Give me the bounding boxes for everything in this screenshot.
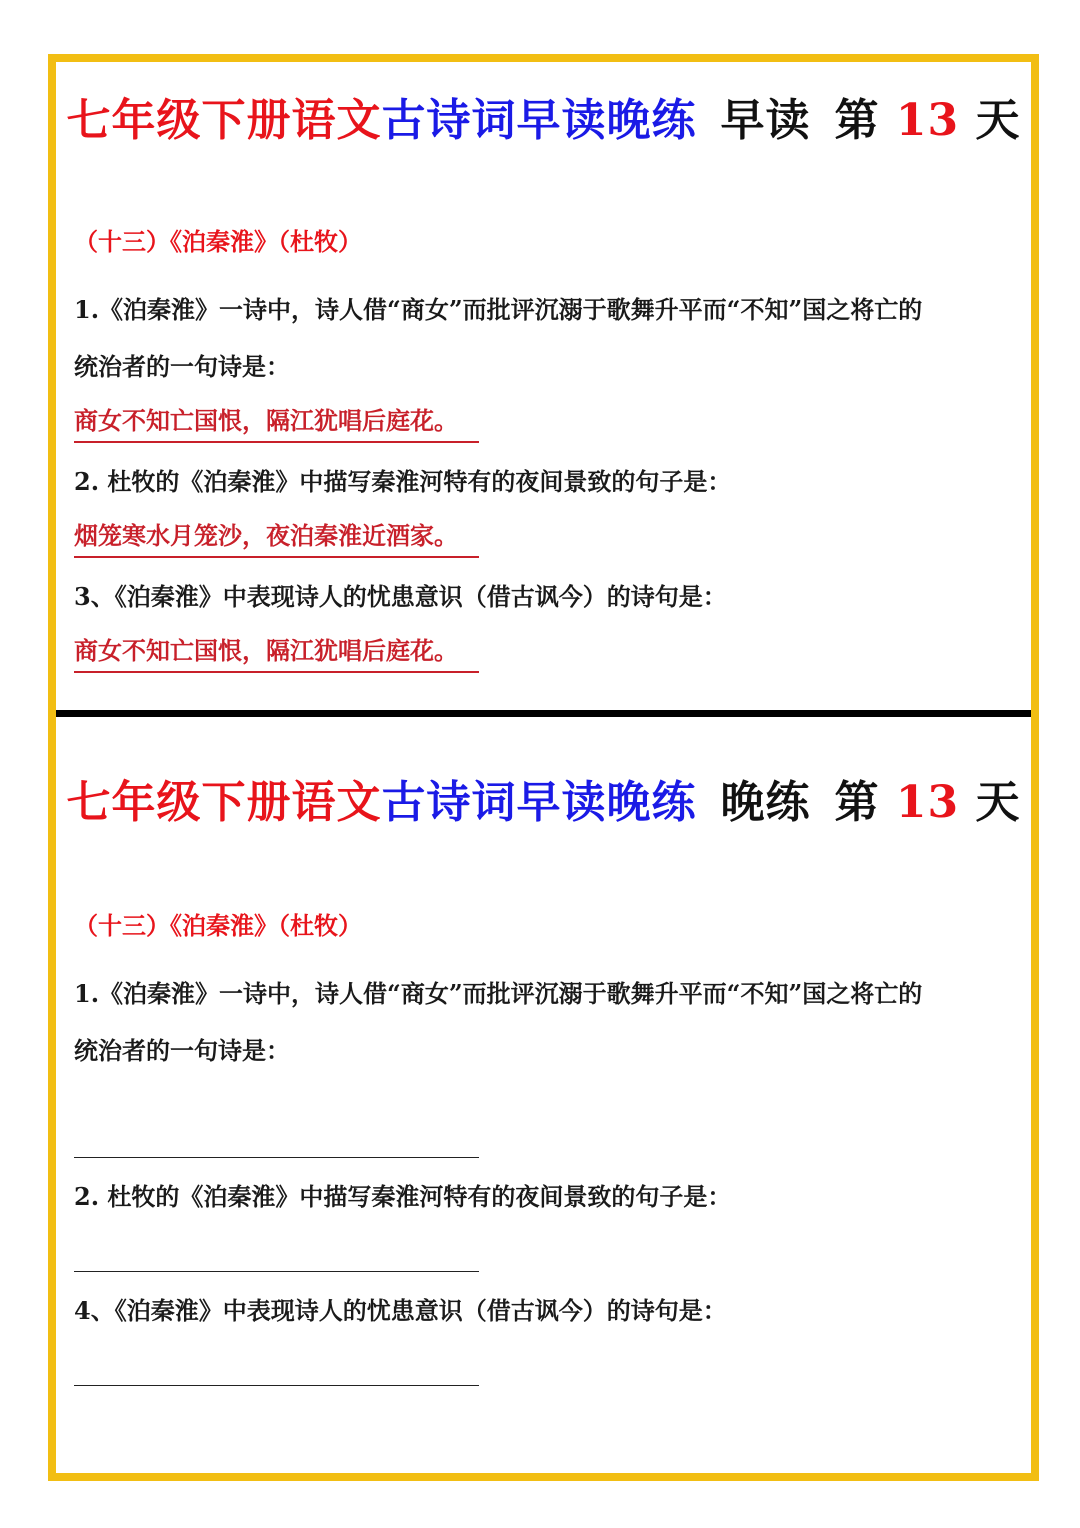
- title-tian: 天: [975, 777, 1021, 828]
- evening-practice-section: [56, 718, 1031, 1473]
- poem-heading: （十三）《泊秦淮》（杜牧）: [74, 227, 362, 256]
- title-tian: 天: [975, 95, 1021, 146]
- title-grade: 七年级下册语文: [66, 95, 382, 146]
- question-1-line1: 1.《泊秦淮》一诗中，诗人借“商女”而批评沉溺于歌舞升平而“不知”国之将亡的: [74, 979, 923, 1008]
- answer-3: 商女不知亡国恨，隔江犹唱后庭花。: [74, 631, 479, 673]
- question-3: 3、《泊秦淮》中表现诗人的忧患意识（借古讽今）的诗句是：: [74, 582, 727, 611]
- question-1-line2: 统治者的一句诗是：: [74, 352, 290, 381]
- title-grade: 七年级下册语文: [66, 777, 382, 828]
- question-list: [74, 224, 1024, 683]
- morning-reading-section: [56, 62, 1031, 710]
- answer-blank-1[interactable]: [74, 1085, 479, 1158]
- page-title: [56, 84, 1031, 148]
- question-list: [74, 908, 1024, 1396]
- answer-1: 商女不知亡国恨，隔江犹唱后庭花。: [74, 401, 479, 443]
- title-day-number: 13: [895, 95, 960, 146]
- answer-2: 烟笼寒水月笼沙，夜泊秦淮近酒家。: [74, 516, 479, 558]
- title-series: 古诗词早读晚练: [381, 95, 697, 146]
- page-title: [56, 766, 1031, 830]
- question-1-line2: 统治者的一句诗是：: [74, 1036, 290, 1065]
- answer-blank-2[interactable]: [74, 1231, 479, 1272]
- title-series: 古诗词早读晚练: [381, 777, 697, 828]
- title-session: 早读: [720, 95, 811, 146]
- question-2: 2. 杜牧的《泊秦淮》中描写秦淮河特有的夜间景致的句子是：: [74, 1182, 732, 1211]
- section-divider: [56, 710, 1031, 717]
- page-frame: [48, 54, 1039, 1481]
- title-di: 第: [834, 95, 880, 146]
- question-2: 2. 杜牧的《泊秦淮》中描写秦淮河特有的夜间景致的句子是：: [74, 467, 732, 496]
- question-1-line1: 1.《泊秦淮》一诗中，诗人借“商女”而批评沉溺于歌舞升平而“不知”国之将亡的: [74, 295, 923, 324]
- title-day-number: 13: [895, 777, 960, 828]
- poem-heading: （十三）《泊秦淮》（杜牧）: [74, 911, 362, 940]
- title-di: 第: [834, 777, 880, 828]
- title-session: 晚练: [720, 777, 811, 828]
- question-4: 4、《泊秦淮》中表现诗人的忧患意识（借古讽今）的诗句是：: [74, 1296, 727, 1325]
- answer-blank-3[interactable]: [74, 1345, 479, 1386]
